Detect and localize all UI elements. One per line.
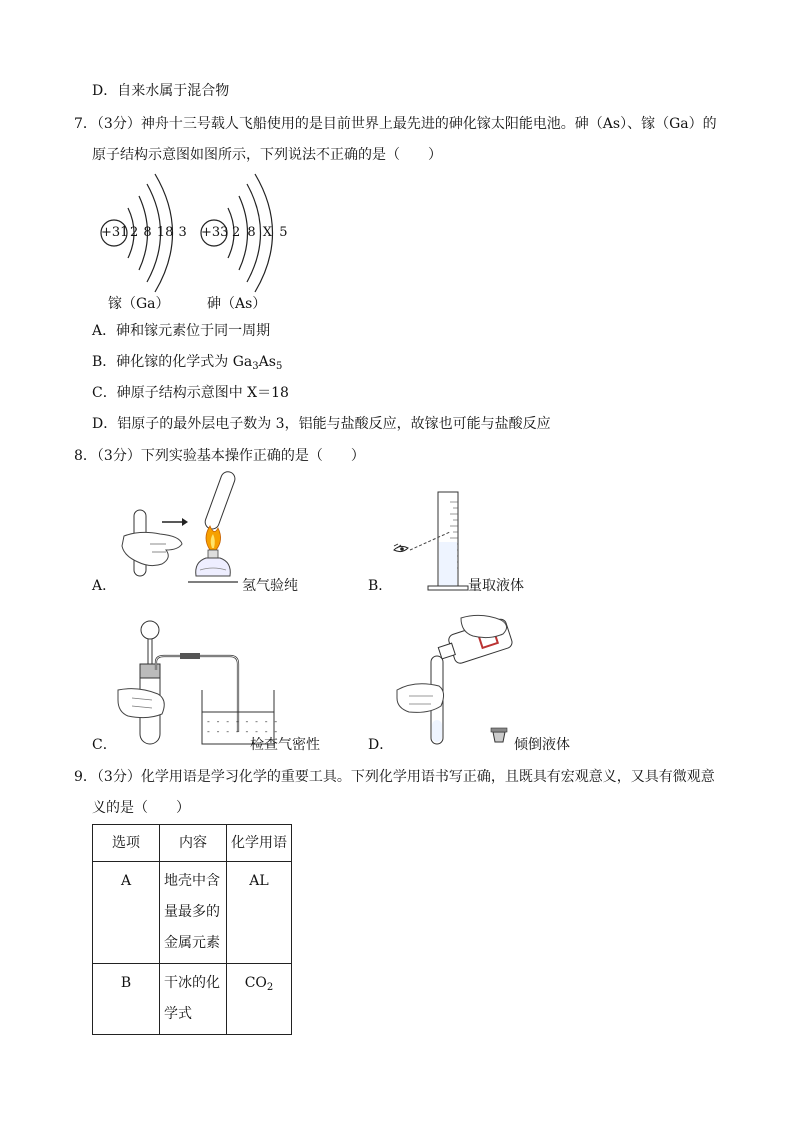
q8-c-caption: 检查气密性 <box>250 737 320 753</box>
q7-option-b: B．砷化镓的化学式为 $Ga_3As_5$ <box>92 354 283 372</box>
row-b-symbol: $CO_2$ <box>227 964 292 1035</box>
q8-a-letter: A． <box>92 578 117 594</box>
atomic-structure-figure <box>92 170 292 300</box>
q9-stem-line2: 义的是（ ） <box>92 800 190 816</box>
q7-stem-line1: 7．（3分）神舟十三号载人飞船使用的是目前世界上最先进的砷化镓太阳能电池。砷（As）、镓（Ga）的 <box>74 116 717 132</box>
q6-option-d: D．自来水属于混合物 <box>92 83 230 99</box>
as-caption: 砷（As） <box>207 296 267 312</box>
svg-text:- - - - - - - -: - - - - - - - - <box>206 727 279 736</box>
row-b-option: B <box>93 964 160 1035</box>
q8-d-pouring-liquid-figure <box>395 616 535 746</box>
q8-c-airtightness-figure <box>118 620 288 750</box>
q8-a-hydrogen-test-figure <box>110 478 310 588</box>
ga-electron-shells: 2 8 18 3 <box>130 225 187 240</box>
q8-stem: 8．（3分）下列实验基本操作正确的是（ ） <box>74 448 365 464</box>
q7-option-d: D．铝原子的最外层电子数为 3，铝能与盐酸反应，故镓也可能与盐酸反应 <box>92 416 551 432</box>
q8-d-caption: 倾倒液体 <box>514 737 570 753</box>
q7-option-c: C．砷原子结构示意图中 X＝18 <box>92 385 289 401</box>
q8-a-caption: 氢气验纯 <box>242 578 298 594</box>
as-electron-shells: 2 8 X 5 <box>232 225 288 240</box>
ga-caption: 镓（Ga） <box>108 296 170 312</box>
q9-stem-line1: 9．（3分）化学用语是学习化学的重要工具。下列化学用语书写正确，且既具有宏观意义，又具有微观意 <box>74 769 715 785</box>
header-symbol: 化学用语 <box>227 825 292 862</box>
table-row <box>93 964 292 1035</box>
q8-c-letter: C． <box>92 737 117 753</box>
q7-stem-line2: 原子结构示意图如图所示，下列说法不正确的是（ ） <box>92 147 442 163</box>
q8-b-caption: 量取液体 <box>468 578 524 594</box>
row-a-symbol: AL <box>227 862 292 964</box>
table-header-row <box>93 825 292 862</box>
q8-b-letter: B． <box>368 578 393 594</box>
q8-d-letter: D． <box>368 737 394 753</box>
q9-chemistry-table <box>92 824 292 1035</box>
q7-option-a: A．砷和镓元素位于同一周期 <box>92 323 271 339</box>
row-a-option: A <box>93 862 160 964</box>
table-row <box>93 862 292 964</box>
header-option: 选项 <box>93 825 160 862</box>
as-nucleus-charge: +33 <box>201 225 229 240</box>
row-b-content: 干冰的化学式 <box>160 964 227 1035</box>
row-a-content: 地壳中含量最多的金属元素 <box>160 862 227 964</box>
header-content: 内容 <box>160 825 227 862</box>
svg-text:- - - - - - - -: - - - - - - - - <box>206 717 279 726</box>
ga-nucleus-charge: +31 <box>101 225 129 240</box>
